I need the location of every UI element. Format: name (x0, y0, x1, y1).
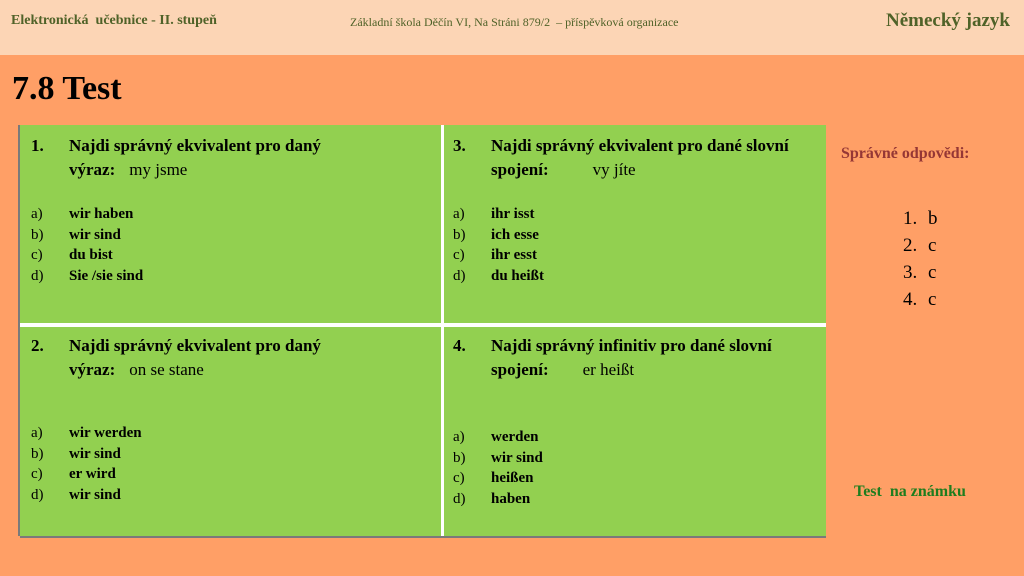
option-row (31, 464, 411, 485)
answer-value: c (928, 235, 937, 256)
option-row (453, 266, 818, 287)
option-letter: d) (31, 486, 44, 503)
header-textbook-label: Elektronická učebnice - II. stupeň (11, 13, 217, 28)
option-row (453, 468, 818, 489)
option-letter: b) (453, 449, 466, 466)
option-letter: b) (453, 226, 466, 243)
question-cell-4 (444, 327, 826, 536)
option-value: wir sind (69, 226, 121, 243)
option-row (453, 225, 818, 246)
option-row (31, 204, 411, 225)
answer-value: b (928, 208, 938, 229)
answer-number: 1. (903, 208, 918, 229)
option-value: werden (491, 429, 539, 445)
option-row (31, 423, 411, 444)
question-1-prompt (31, 134, 411, 184)
page-title: 7.8 Test (12, 70, 122, 107)
question-3-expression: vy jíte (592, 160, 636, 179)
option-letter: a) (453, 429, 465, 445)
questions-table (20, 125, 826, 536)
header-school-label: Základní škola Děčín VI, Na Stráni 879/2 – příspěvková organizace (350, 15, 679, 29)
option-letter: d) (453, 267, 466, 284)
question-2-prompt (31, 334, 411, 384)
option-letter: c) (453, 247, 465, 263)
option-value: er wird (69, 466, 116, 482)
option-letter: c) (453, 470, 465, 486)
answer-value: c (928, 289, 937, 310)
option-row (31, 485, 411, 506)
option-row (31, 266, 411, 287)
option-value: heißen (491, 470, 534, 486)
question-4-number: 4. (453, 336, 466, 355)
option-value: ich esse (491, 226, 539, 243)
answer-number: 2. (903, 235, 918, 256)
test-label: Test na známku (854, 483, 966, 500)
answers-heading: Správné odpovědi: (841, 145, 970, 162)
question-1-expression: my jsme (129, 160, 188, 179)
option-row (453, 204, 818, 225)
option-row (453, 448, 818, 469)
question-1-number: 1. (31, 136, 44, 155)
option-letter: b) (31, 445, 44, 462)
question-3-text: Najdi správný ekvivalent pro dané slovní spojení: (491, 136, 789, 179)
option-value: haben (491, 490, 531, 507)
header-subject-label: Německý jazyk (886, 10, 1010, 31)
question-4-text: Najdi správný infinitiv pro dané slovní spojení: (491, 336, 772, 379)
option-row (453, 245, 818, 266)
option-value: wir sind (69, 486, 121, 503)
option-row (453, 489, 818, 510)
question-3-options (453, 204, 818, 286)
question-3-prompt (453, 134, 818, 184)
option-row (31, 225, 411, 246)
answer-value: c (928, 262, 937, 283)
option-value: wir werden (69, 425, 142, 441)
question-2-number: 2. (31, 336, 44, 355)
option-value: du bist (69, 247, 113, 263)
option-value: ihr isst (491, 206, 535, 222)
option-row (31, 245, 411, 266)
option-letter: d) (453, 490, 466, 507)
option-row (453, 427, 818, 448)
option-letter: d) (31, 267, 44, 284)
question-1-text: Najdi správný ekvivalent pro daný výraz: (69, 136, 321, 179)
option-value: Sie /sie sind (69, 267, 144, 284)
question-1-options (31, 204, 411, 286)
option-letter: a) (31, 425, 43, 441)
question-cell-1 (20, 125, 421, 323)
question-2-expression: on se stane (129, 360, 204, 379)
header-bar (0, 0, 1024, 55)
option-letter: c) (31, 247, 43, 263)
option-value: ihr esst (491, 247, 537, 263)
question-2-options (31, 423, 411, 505)
option-value: wir sind (491, 449, 543, 466)
option-value: wir sind (69, 445, 121, 462)
option-value: du heißt (491, 267, 544, 284)
question-4-prompt (453, 334, 818, 384)
question-cell-2 (20, 327, 421, 536)
question-4-options (453, 427, 818, 509)
question-4-expression: er heißt (582, 360, 635, 379)
option-letter: b) (31, 226, 44, 243)
question-cell-3 (444, 125, 826, 323)
option-letter: c) (31, 466, 43, 482)
option-letter: a) (31, 206, 43, 222)
option-letter: a) (453, 206, 465, 222)
answer-number: 3. (903, 262, 918, 283)
option-row (31, 444, 411, 465)
question-3-number: 3. (453, 136, 466, 155)
question-2-text: Najdi správný ekvivalent pro daný výraz: (69, 336, 321, 379)
option-value: wir haben (69, 206, 134, 222)
answer-number: 4. (903, 289, 918, 310)
